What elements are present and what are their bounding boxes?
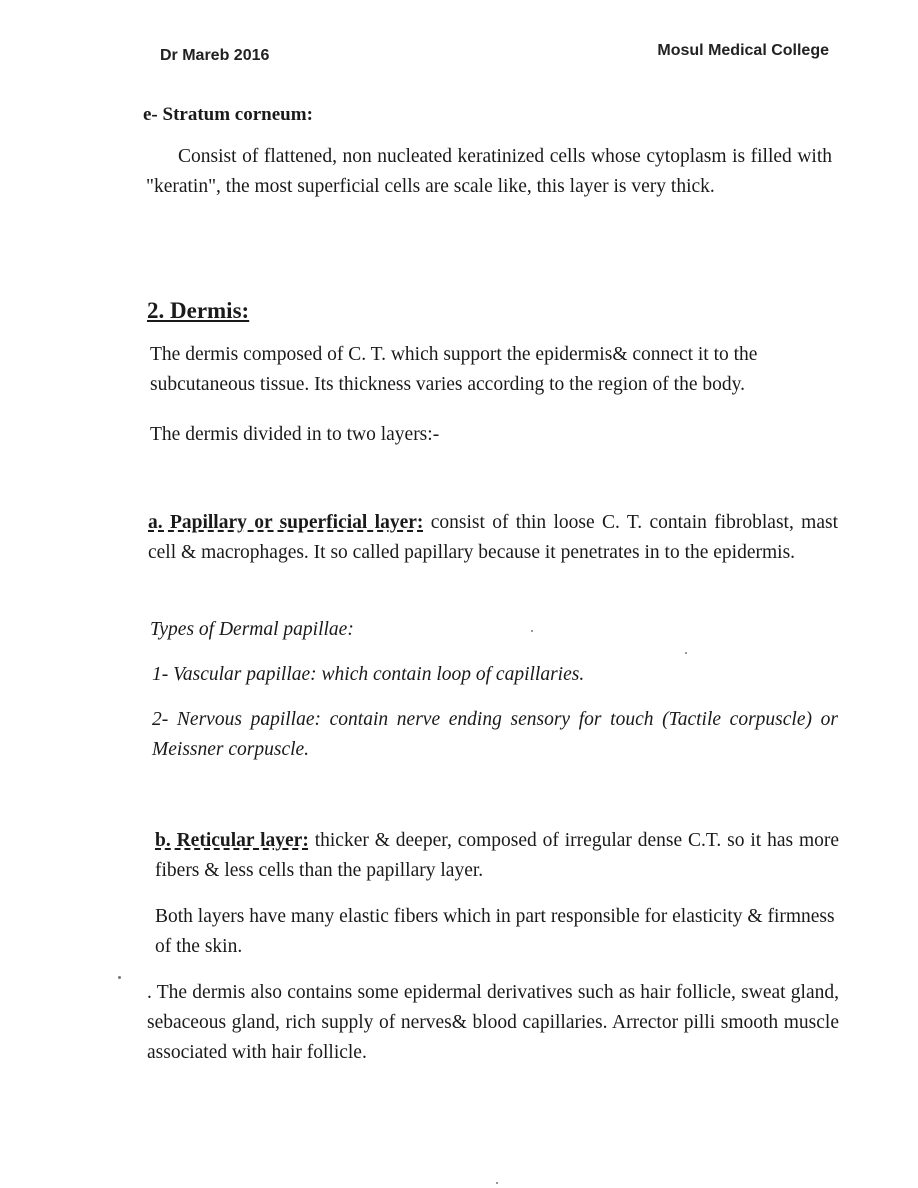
scan-speck bbox=[685, 652, 687, 654]
header-institution: Mosul Medical College bbox=[657, 42, 829, 59]
scan-speck bbox=[496, 1182, 498, 1184]
papillary-layer-paragraph bbox=[148, 508, 838, 568]
types-heading: Types of Dermal papillae: bbox=[150, 619, 354, 640]
scan-speck bbox=[118, 976, 121, 979]
vascular-papillae: 1- Vascular papillae: which contain loop of capillaries. bbox=[152, 664, 585, 685]
stratum-corneum-heading: e- Stratum corneum: bbox=[143, 104, 313, 125]
papillary-layer-label: a. Papillary or superficial layer: bbox=[148, 512, 424, 533]
reticular-layer-paragraph bbox=[155, 826, 839, 886]
derivatives-paragraph: . The dermis also contains some epidermal derivatives such as hair follicle, sweat gland, sebaceous gland, rich supply of nerves& blood capillaries. Arrector pilli smooth muscle associated with hair follicle. bbox=[147, 982, 839, 1063]
reticular-layer-label: b. Reticular layer: bbox=[155, 830, 309, 851]
header-author: Dr Mareb 2016 bbox=[160, 47, 270, 64]
reticular-layer-text: thicker & deeper, composed of irregular dense C.T. so it has more fibers & less cells than the papillary layer. bbox=[155, 830, 840, 881]
dermis-divided: The dermis divided in to two layers:- bbox=[150, 424, 440, 445]
dermis-intro: The dermis composed of C. T. which support the epidermis& connect it to the subcutaneous tissue. Its thickness varies according to the region of the body. bbox=[150, 344, 758, 395]
nervous-papillae: 2- Nervous papillae: contain nerve ending sensory for touch (Tactile corpuscle) or Meissner corpuscle. bbox=[152, 709, 838, 760]
scan-speck bbox=[531, 630, 533, 632]
dermis-title: 2. Dermis: bbox=[147, 298, 250, 323]
papillary-layer-text: consist of thin loose C. T. contain fibroblast, mast cell & macrophages. It so called papillary because it penetrates in to the epidermis. bbox=[148, 512, 838, 563]
elastic-fibers-paragraph: Both layers have many elastic fibers which in part responsible for elasticity & firmness of the skin. bbox=[155, 906, 835, 957]
stratum-corneum-text: Consist of flattened, non nucleated keratinized cells whose cytoplasm is filled with "keratin", the most superficial cells are scale like, this layer is very thick. bbox=[146, 146, 832, 197]
